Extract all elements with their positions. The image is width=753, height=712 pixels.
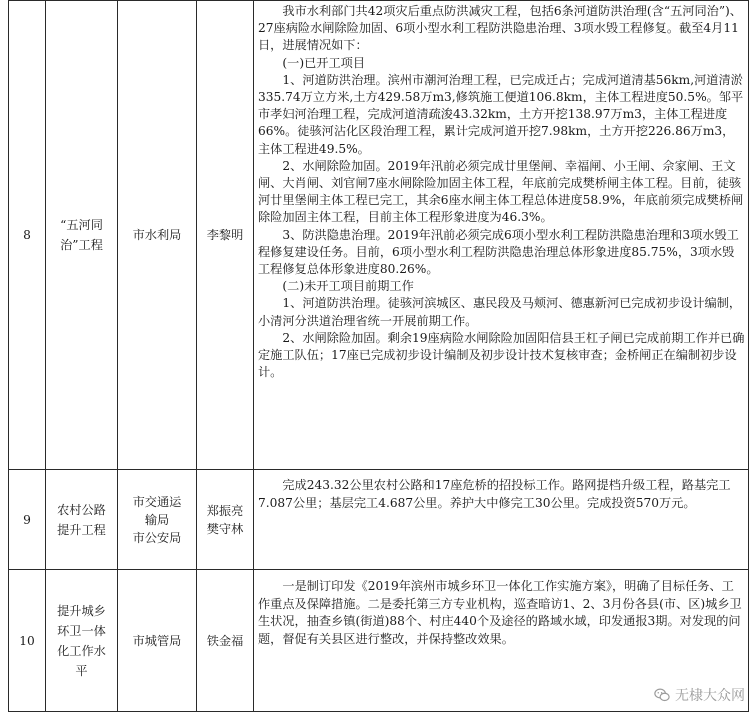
department-line: 市公安局 bbox=[132, 530, 182, 545]
responsible-person: 李黎明 bbox=[197, 1, 254, 470]
progress-paragraph: 完成243.32公里农村公路和17座危桥的招投标工作。路网提档升级工程，路基完工7.087公里；基层完工4.687公里。养护大中修完工30公里。完成投资570万元。 bbox=[258, 478, 731, 510]
project-name-line: 治”工程 bbox=[60, 238, 103, 252]
progress-description bbox=[254, 470, 749, 570]
table-row bbox=[9, 470, 749, 570]
project-name-line: 化工作水 bbox=[57, 643, 106, 658]
responsible-department: 市城管局 bbox=[118, 570, 197, 712]
row-number: 9 bbox=[9, 470, 46, 570]
row-number: 8 bbox=[9, 1, 46, 470]
department-line: 市交通运 bbox=[132, 494, 182, 509]
progress-description bbox=[254, 1, 749, 470]
section-heading: (一)已开工项目 bbox=[282, 55, 366, 70]
watermark-text: 无棣大众网 bbox=[675, 688, 745, 704]
section-heading: (二)未开工项目前期工作 bbox=[282, 279, 414, 294]
responsible-person: 铁金福 bbox=[197, 570, 254, 712]
person-line: 樊守林 bbox=[206, 521, 244, 536]
responsible-department bbox=[118, 470, 197, 570]
project-name bbox=[46, 1, 118, 470]
progress-paragraph: 2、水闸除险加固。剩余19座病险水闸除险加固阳信县王杠子闸已完成前期工作并已确定施工队伍；17座已完成初步设计编制及初步设计技术复核审查；金桥闸正在编制初步设计。 bbox=[258, 330, 745, 380]
table-row bbox=[9, 1, 749, 470]
person-line: 郑振亮 bbox=[206, 503, 244, 518]
project-name bbox=[46, 570, 118, 712]
progress-paragraph: 2、水闸除险加固。2019年汛前必须完成廿里堡闸、幸福闸、小王闸、佘家闸、王文闸、大肖闸、刘官闸7座水闸除险加固主体工程，年底前完成樊桥闸主体工程。目前，徒骇河廿里堡闸主体工程已完工，其余6座水闸主体工程总体进度58.9%，年底前须完成樊桥闸除险加固主体工程，目前主体工程形象进度为46.3%。 bbox=[258, 158, 744, 225]
progress-paragraph: 我市水利部门共42项灾后重点防洪减灾工程，包括6条河道防洪治理(含“五河同治”)、27座病险水闸除险加固、6项小型水利工程防洪隐患治理、3项水毁工程修复。截至4月11日，进展情况如下： bbox=[258, 4, 742, 53]
table-row bbox=[9, 570, 749, 712]
watermark bbox=[653, 685, 745, 705]
department-line: 输局 bbox=[144, 512, 170, 527]
progress-paragraph: 1、河道防洪治理。徒骇河滨城区、惠民段及马颊河、德惠新河已完成初步设计编制，小清河分洪道治理省统一开展前期工作。 bbox=[258, 296, 742, 328]
row-number: 10 bbox=[9, 570, 46, 712]
project-name-line: 环卫一体 bbox=[57, 623, 106, 638]
project-name-line: 农村公路 bbox=[57, 502, 106, 517]
project-name bbox=[46, 470, 118, 570]
progress-paragraph: 一是制订印发《2019年滨州市城乡环卫一体化工作实施方案》，明确了目标任务、工作重点及保障措施。二是委托第三方专业机构，巡查暗访1、2、3月份各县(市、区)城乡卫生状况，抽查乡镇(街道)88个、村庄440个及途径的路域水域，印发通报3期。对发现的问题，督促有关县区进行整改，并保持整改效果。 bbox=[258, 579, 742, 646]
progress-paragraph: 1、河道防洪治理。滨州市潮河治理工程，已完成迁占；完成河道清基56km,河道清淤335.74万立方米,土方429.58万m3,修筑施工便道106.8km，主体工程进度50.5%。邹平市孝妇河治理工程，完成河道清疏浚43.32km，土方开挖138.97万m3，主体工程进度66%。徒骇河沾化区段治理工程，累计完成河道开挖7.98km，土方开挖226.86万m3，主体工程进49.5%。 bbox=[258, 72, 744, 156]
responsible-department: 市水利局 bbox=[118, 1, 197, 470]
project-name-line: “五河同 bbox=[60, 218, 103, 232]
project-name-line: 提升工程 bbox=[57, 522, 106, 537]
project-name-line: 平 bbox=[75, 663, 88, 678]
project-name-line: 提升城乡 bbox=[57, 603, 106, 618]
progress-table bbox=[8, 0, 749, 712]
progress-paragraph: 3、防洪隐患治理。2019年汛前必须完成6项小型水利工程防洪隐患治理和3项水毁工程修复建设任务。目前，6项小型水利工程防洪隐患治理总体形象进度85.75%，3项水毁工程修复总体形象进度80.26%。 bbox=[258, 227, 739, 277]
wechat-icon bbox=[653, 686, 671, 704]
responsible-person bbox=[197, 470, 254, 570]
